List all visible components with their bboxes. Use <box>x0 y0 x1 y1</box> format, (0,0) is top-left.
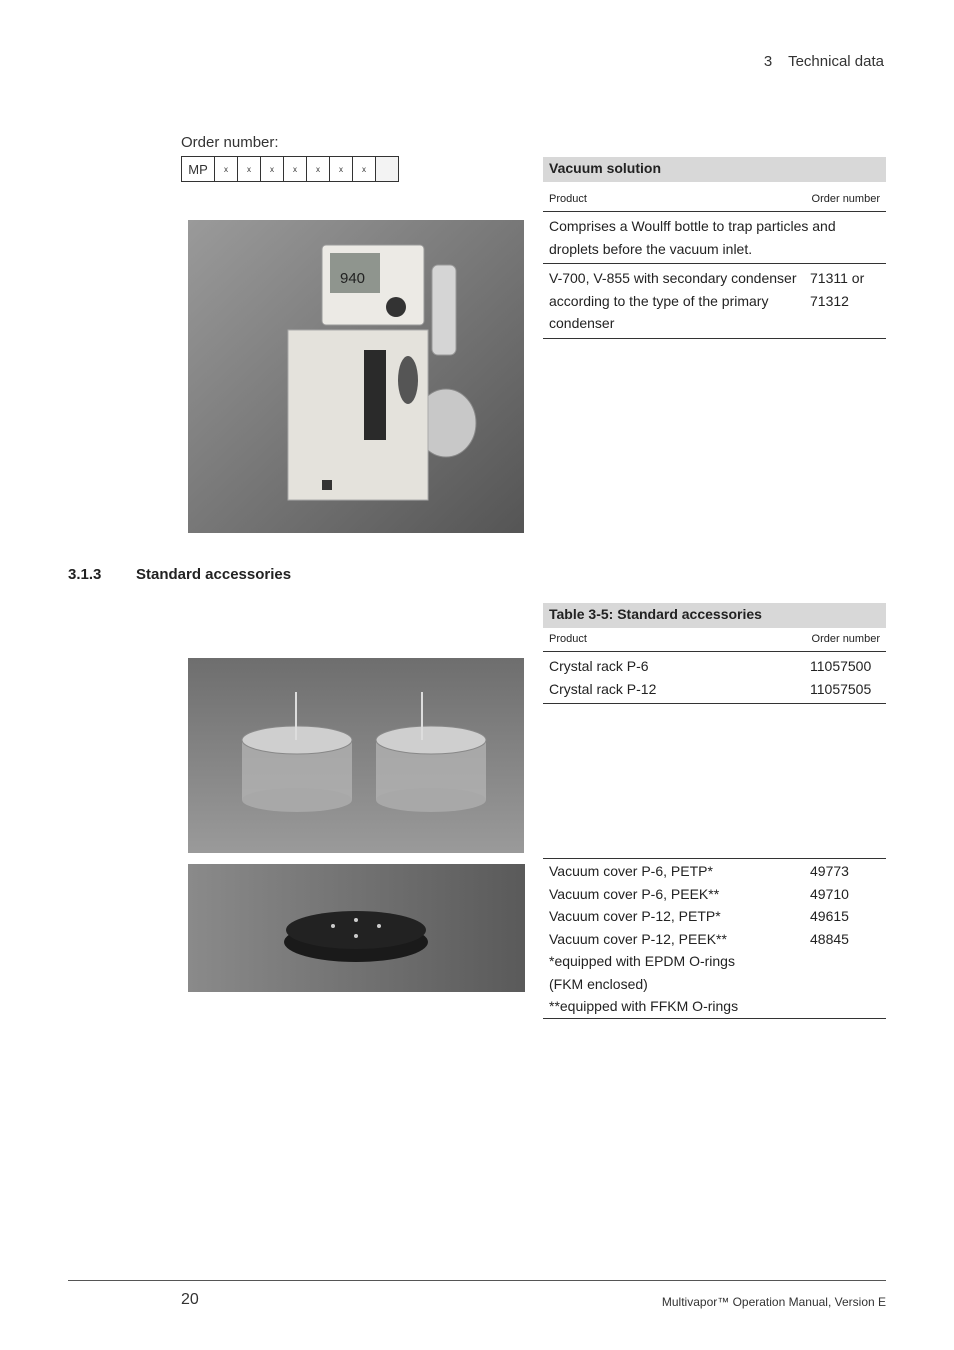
col-product: Product <box>549 633 587 645</box>
row-order: 49773 <box>810 863 849 879</box>
row-order: 11057500 <box>810 658 872 674</box>
row-footnote: **equipped with FFKM O-rings <box>549 998 739 1014</box>
table-row <box>543 928 886 951</box>
order-cell-3: x <box>261 157 284 181</box>
col-order-number: Order number <box>811 193 880 205</box>
vacuum-solution-table <box>543 157 886 339</box>
col-order-number: Order number <box>811 633 880 645</box>
vacuum-cover-photo <box>188 864 525 992</box>
pump-display-value: 940 <box>340 270 366 287</box>
order-cell-2: x <box>238 157 261 181</box>
table-row <box>543 652 886 678</box>
accessories-table-title: Table 3-5: Standard accessories <box>543 603 886 628</box>
table-row <box>543 264 886 339</box>
running-header <box>764 53 884 70</box>
order-cell-0: MP <box>182 157 215 181</box>
table-row <box>543 212 886 264</box>
row-product: Vacuum cover P-6, PETP* <box>549 863 713 879</box>
manual-title: Multivapor™ Operation Manual, Version E <box>661 1295 886 1309</box>
row-product: Crystal rack P-6 <box>549 658 649 674</box>
vacuum-table-header <box>543 182 886 212</box>
order-cell-4: x <box>284 157 307 181</box>
row-order: 11057505 <box>810 680 872 697</box>
row-order: 48845 <box>810 930 849 947</box>
accessories-table-header <box>543 628 886 652</box>
row-product: Vacuum cover P-6, PEEK** <box>549 885 720 902</box>
col-product: Product <box>549 193 587 205</box>
crystal-racks-photo <box>188 658 524 853</box>
page-number: 20 <box>181 1291 199 1308</box>
row-product: Crystal rack P-12 <box>549 680 657 697</box>
row-footnote: *equipped with EPDM O-rings (FKM enclosed) <box>549 953 735 992</box>
order-cell-5: x <box>307 157 330 181</box>
row-order: 49615 <box>810 908 849 924</box>
vacuum-covers-table <box>543 858 886 1019</box>
row-product: V-700, V-855 with secondary condenser according to the type of the primary condenser <box>549 270 797 331</box>
header-section-title: Technical data <box>788 53 884 70</box>
header-section-number: 3 <box>763 53 773 70</box>
table-row <box>543 905 886 928</box>
row-product: Vacuum cover P-12, PETP* <box>549 908 721 924</box>
table-row <box>543 678 886 705</box>
order-cell-6: x <box>330 157 353 181</box>
row-product: Comprises a Woulff bottle to trap particles and droplets before the vacuum inlet. <box>549 218 836 257</box>
order-number-grid <box>181 156 399 182</box>
vacuum-table-title: Vacuum solution <box>543 157 886 182</box>
table-row <box>543 950 886 995</box>
table-row <box>543 995 886 1019</box>
table-row <box>543 859 886 883</box>
section-title: Standard accessories <box>136 566 292 583</box>
row-product: Vacuum cover P-12, PEEK** <box>549 930 727 947</box>
table-row <box>543 883 886 906</box>
vacuum-pump-photo <box>188 220 524 533</box>
order-cell-7: x <box>353 157 376 181</box>
row-order: 49710 <box>810 885 849 902</box>
row-order: 71311 or 71312 <box>810 270 865 309</box>
order-cell-8 <box>376 157 398 181</box>
standard-accessories-table <box>543 603 886 704</box>
footer-divider <box>68 1280 886 1281</box>
order-number-label: Order number: <box>181 134 279 151</box>
order-cell-1: x <box>215 157 238 181</box>
section-number: 3.1.3 <box>68 566 102 583</box>
